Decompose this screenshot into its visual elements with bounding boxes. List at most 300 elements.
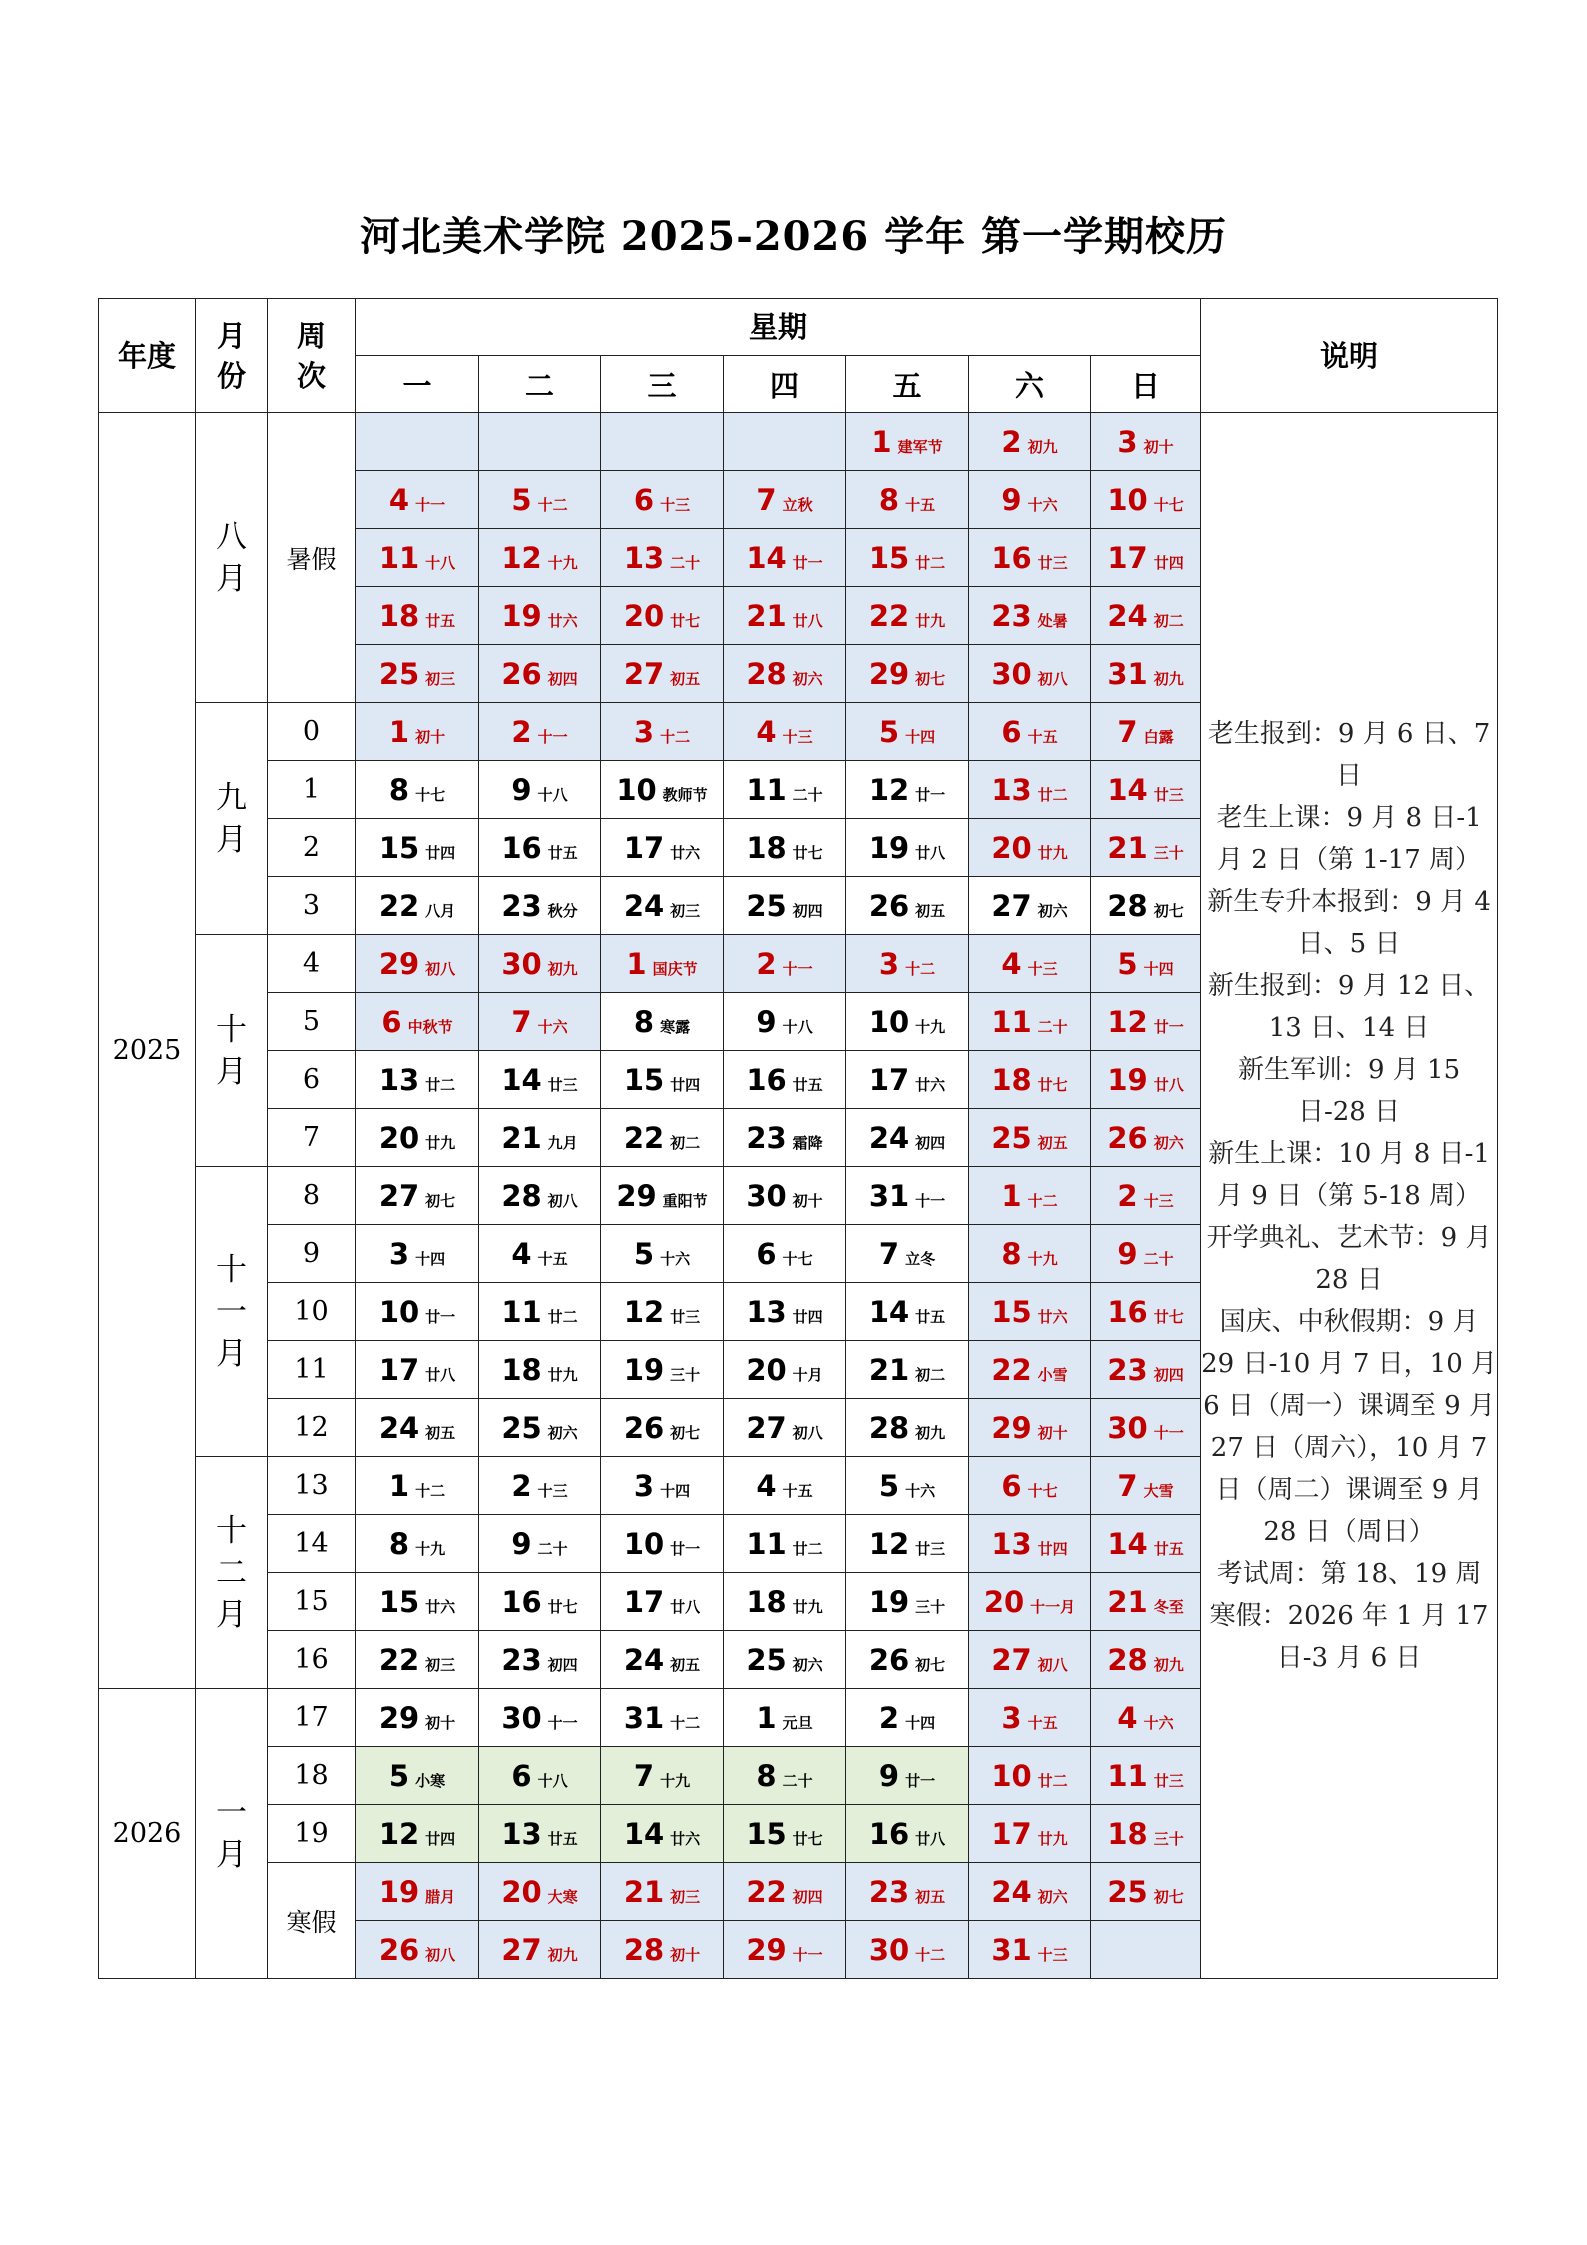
lunar-label: 十七 bbox=[1027, 1481, 1058, 1500]
day-cell bbox=[601, 1283, 724, 1341]
day-number: 22 bbox=[991, 1352, 1032, 1387]
day-number: 14 bbox=[623, 1816, 665, 1851]
lunar-label: 廿三 bbox=[1037, 553, 1068, 572]
winter-vacation-text: 寒假 bbox=[286, 1907, 337, 1937]
lunar-label: 廿八 bbox=[915, 1829, 946, 1848]
lunar-label: 廿七 bbox=[792, 843, 823, 862]
day-number: 19 bbox=[623, 1352, 665, 1387]
day-number: 25 bbox=[746, 1642, 787, 1677]
notes-panel bbox=[1201, 413, 1498, 1979]
week-number: 5 bbox=[268, 993, 356, 1051]
lunar-label: 初八 bbox=[792, 1423, 823, 1442]
header-month bbox=[196, 299, 268, 413]
day-cell bbox=[479, 1747, 601, 1805]
lunar-label: 初六 bbox=[792, 669, 823, 688]
day-cell bbox=[356, 645, 479, 703]
day-number: 27 bbox=[991, 888, 1032, 923]
day-cell bbox=[1091, 1631, 1201, 1689]
day-number: 15 bbox=[378, 830, 420, 865]
day-number: 29 bbox=[378, 946, 420, 981]
month-aug bbox=[196, 413, 268, 703]
day-cell bbox=[969, 1283, 1091, 1341]
lunar-label: 初八 bbox=[425, 1945, 456, 1964]
lunar-label: 二十 bbox=[1037, 1017, 1068, 1036]
day-number: 10 bbox=[623, 1526, 665, 1561]
lunar-label: 廿二 bbox=[425, 1075, 456, 1094]
day-number: 14 bbox=[501, 1062, 542, 1097]
lunar-label: 廿三 bbox=[1153, 785, 1184, 804]
day-cell bbox=[479, 471, 601, 529]
day-number: 10 bbox=[868, 1004, 910, 1039]
lunar-label: 初七 bbox=[425, 1191, 456, 1210]
day-cell bbox=[724, 1109, 846, 1167]
day-cell bbox=[846, 1805, 969, 1863]
day-number: 14 bbox=[1107, 772, 1148, 807]
month-sep bbox=[196, 703, 268, 935]
lunar-label: 十八 bbox=[537, 1771, 568, 1790]
day-number: 25 bbox=[501, 1410, 542, 1445]
winter-vacation-label bbox=[268, 1863, 356, 1979]
day-number: 22 bbox=[868, 598, 910, 633]
day-number: 7 bbox=[1117, 1468, 1138, 1503]
lunar-label: 廿二 bbox=[915, 553, 946, 572]
note-line: 老生报到：9 月 6 日、7 日 bbox=[1207, 718, 1491, 791]
note-line: 国庆、中秋假期：9 月 29 日-10 月 7 日，10 月 6 日（周一）课调至 9 月 27 日（周六），10 月 7 日（周二）课调至 9 月 28 日（周日） bbox=[1201, 1306, 1498, 1547]
day-cell bbox=[724, 935, 846, 993]
header-month-label: 月份 bbox=[216, 318, 246, 393]
day-number: 10 bbox=[616, 772, 657, 807]
day-number: 4 bbox=[756, 1468, 777, 1503]
day-cell bbox=[479, 1225, 601, 1283]
lunar-label: 十二 bbox=[1027, 1191, 1058, 1210]
day-cell bbox=[356, 1515, 479, 1573]
day-cell bbox=[479, 1167, 601, 1225]
day-number: 24 bbox=[868, 1120, 910, 1155]
day-number: 15 bbox=[378, 1584, 420, 1619]
day-cell bbox=[601, 819, 724, 877]
lunar-label: 十七 bbox=[782, 1249, 813, 1268]
day-cell bbox=[969, 471, 1091, 529]
lunar-label: 初十 bbox=[425, 1713, 456, 1732]
lunar-label: 十一 bbox=[792, 1945, 823, 1964]
day-number: 13 bbox=[746, 1294, 787, 1329]
lunar-label: 初三 bbox=[425, 1655, 456, 1674]
lunar-label: 初六 bbox=[1037, 901, 1068, 920]
day-number: 11 bbox=[746, 1526, 787, 1561]
day-number: 24 bbox=[623, 888, 665, 923]
month-aug-label: 八月 bbox=[215, 518, 247, 597]
day-cell bbox=[724, 1631, 846, 1689]
lunar-label: 廿九 bbox=[792, 1597, 823, 1616]
day-number: 2 bbox=[511, 1468, 532, 1503]
day-number: 19 bbox=[1107, 1062, 1148, 1097]
lunar-label: 十一 bbox=[915, 1191, 946, 1210]
lunar-label: 廿八 bbox=[1153, 1075, 1184, 1094]
lunar-label: 廿八 bbox=[915, 843, 946, 862]
day-number: 1 bbox=[871, 424, 892, 459]
lunar-label: 初九 bbox=[547, 959, 578, 978]
lunar-label: 初九 bbox=[1153, 1655, 1184, 1674]
lunar-label: 廿九 bbox=[915, 611, 946, 630]
lunar-label: 白露 bbox=[1143, 727, 1174, 746]
lunar-label: 十四 bbox=[415, 1249, 446, 1268]
lunar-label: 教师节 bbox=[662, 785, 708, 804]
lunar-label: 初八 bbox=[547, 1191, 578, 1210]
lunar-label: 廿四 bbox=[425, 1829, 456, 1848]
day-cell bbox=[969, 1457, 1091, 1515]
day-cell bbox=[969, 1747, 1091, 1805]
lunar-label: 三十 bbox=[1153, 843, 1184, 862]
week-number: 2 bbox=[268, 819, 356, 877]
day-cell bbox=[724, 1051, 846, 1109]
summer-vacation-label bbox=[268, 413, 356, 703]
month-sep-label: 九月 bbox=[215, 779, 247, 858]
lunar-label: 初四 bbox=[792, 901, 823, 920]
day-number: 23 bbox=[746, 1120, 787, 1155]
day-number: 18 bbox=[378, 598, 420, 633]
day-cell bbox=[724, 1225, 846, 1283]
day-cell bbox=[479, 1573, 601, 1631]
lunar-label: 廿四 bbox=[1037, 1539, 1068, 1558]
day-cell bbox=[356, 1631, 479, 1689]
day-number: 12 bbox=[868, 772, 910, 807]
lunar-label: 廿三 bbox=[1153, 1771, 1184, 1790]
day-cell bbox=[1091, 993, 1201, 1051]
day-cell bbox=[1091, 1341, 1201, 1399]
day-cell bbox=[846, 877, 969, 935]
day-cell bbox=[356, 819, 479, 877]
lunar-label: 十九 bbox=[915, 1017, 946, 1036]
day-cell bbox=[1091, 587, 1201, 645]
day-number: 30 bbox=[868, 1932, 910, 1967]
day-number: 23 bbox=[991, 598, 1032, 633]
day-cell bbox=[356, 1747, 479, 1805]
day-cell bbox=[969, 413, 1091, 471]
lunar-label: 九月 bbox=[547, 1133, 578, 1152]
day-cell bbox=[1091, 761, 1201, 819]
lunar-label: 三十 bbox=[670, 1365, 701, 1384]
day-cell bbox=[601, 935, 724, 993]
week-number: 0 bbox=[268, 703, 356, 761]
lunar-label: 初四 bbox=[547, 669, 578, 688]
day-number: 19 bbox=[501, 598, 542, 633]
day-number: 17 bbox=[991, 1816, 1032, 1851]
day-number: 6 bbox=[756, 1236, 777, 1271]
lunar-label: 廿六 bbox=[915, 1075, 946, 1094]
day-cell bbox=[969, 761, 1091, 819]
lunar-label: 十六 bbox=[905, 1481, 936, 1500]
day-cell bbox=[846, 1515, 969, 1573]
day-cell bbox=[969, 703, 1091, 761]
day-cell bbox=[1091, 877, 1201, 935]
day-cell bbox=[724, 1747, 846, 1805]
day-number: 7 bbox=[1117, 714, 1138, 749]
lunar-label: 十四 bbox=[1143, 959, 1174, 978]
day-number: 15 bbox=[868, 540, 910, 575]
day-cell bbox=[1091, 703, 1201, 761]
day-cell bbox=[846, 1283, 969, 1341]
lunar-label: 十九 bbox=[415, 1539, 446, 1558]
lunar-label: 廿一 bbox=[915, 785, 946, 804]
day-number: 21 bbox=[623, 1874, 665, 1909]
day-number: 8 bbox=[878, 482, 900, 517]
day-cell bbox=[1091, 1109, 1201, 1167]
day-number: 12 bbox=[378, 1816, 420, 1851]
day-cell bbox=[846, 1051, 969, 1109]
day-cell bbox=[601, 1109, 724, 1167]
day-number: 23 bbox=[1107, 1352, 1148, 1387]
day-cell bbox=[969, 1167, 1091, 1225]
day-cell bbox=[846, 993, 969, 1051]
day-cell bbox=[356, 1051, 479, 1109]
day-cell bbox=[1091, 1747, 1201, 1805]
week-number: 18 bbox=[268, 1747, 356, 1805]
lunar-label: 廿六 bbox=[670, 843, 701, 862]
day-cell bbox=[356, 877, 479, 935]
day-number: 7 bbox=[756, 482, 777, 517]
day-cell bbox=[724, 1399, 846, 1457]
lunar-label: 十二 bbox=[905, 959, 936, 978]
day-cell bbox=[479, 1283, 601, 1341]
day-number: 3 bbox=[633, 714, 655, 749]
day-cell bbox=[846, 529, 969, 587]
day-number: 4 bbox=[511, 1236, 532, 1271]
day-number: 23 bbox=[501, 888, 542, 923]
day-number: 28 bbox=[868, 1410, 910, 1445]
day-cell bbox=[846, 471, 969, 529]
lunar-label: 三十 bbox=[915, 1597, 946, 1616]
day-cell bbox=[1091, 645, 1201, 703]
lunar-label: 初七 bbox=[1153, 901, 1184, 920]
day-number: 3 bbox=[878, 946, 900, 981]
header-year: 年度 bbox=[99, 299, 196, 413]
day-cell bbox=[479, 703, 601, 761]
day-number: 5 bbox=[388, 1758, 410, 1793]
day-number: 1 bbox=[626, 946, 647, 981]
day-number: 17 bbox=[623, 830, 665, 865]
lunar-label: 廿九 bbox=[1037, 1829, 1068, 1848]
day-number: 17 bbox=[378, 1352, 420, 1387]
lunar-label: 十八 bbox=[782, 1017, 813, 1036]
day-cell bbox=[846, 935, 969, 993]
day-cell bbox=[601, 1341, 724, 1399]
day-number: 12 bbox=[623, 1294, 665, 1329]
day-cell bbox=[356, 761, 479, 819]
lunar-label: 寒露 bbox=[660, 1017, 691, 1036]
day-cell bbox=[356, 1109, 479, 1167]
lunar-label: 十四 bbox=[660, 1481, 691, 1500]
month-oct bbox=[196, 935, 268, 1167]
lunar-label: 十八 bbox=[425, 553, 456, 572]
header-weekday-group: 星期 bbox=[356, 299, 1201, 356]
day-number: 4 bbox=[1001, 946, 1022, 981]
week-number: 17 bbox=[268, 1689, 356, 1747]
lunar-label: 十五 bbox=[782, 1481, 813, 1500]
day-cell bbox=[724, 645, 846, 703]
lunar-label: 廿八 bbox=[670, 1597, 701, 1616]
lunar-label: 十月 bbox=[792, 1365, 823, 1384]
day-number: 1 bbox=[756, 1700, 777, 1735]
day-number: 24 bbox=[991, 1874, 1032, 1909]
note-line: 考试周：第 18、19 周 bbox=[1216, 1558, 1482, 1589]
day-cell bbox=[1091, 1051, 1201, 1109]
day-number: 28 bbox=[746, 656, 787, 691]
lunar-label: 初四 bbox=[915, 1133, 946, 1152]
day-cell bbox=[724, 1573, 846, 1631]
header-week bbox=[268, 299, 356, 413]
lunar-label: 二十 bbox=[537, 1539, 568, 1558]
lunar-label: 十五 bbox=[1027, 727, 1058, 746]
day-cell bbox=[479, 1341, 601, 1399]
month-dec bbox=[196, 1457, 268, 1689]
day-number: 1 bbox=[1001, 1178, 1022, 1213]
lunar-label: 十二 bbox=[915, 1945, 946, 1964]
lunar-label: 廿五 bbox=[425, 611, 456, 630]
week-number: 3 bbox=[268, 877, 356, 935]
week-number: 15 bbox=[268, 1573, 356, 1631]
week-number: 12 bbox=[268, 1399, 356, 1457]
day-cell bbox=[356, 587, 479, 645]
lunar-label: 十一 bbox=[782, 959, 813, 978]
lunar-label: 初二 bbox=[670, 1133, 701, 1152]
day-cell bbox=[969, 1573, 1091, 1631]
day-number: 16 bbox=[746, 1062, 787, 1097]
day-number: 2 bbox=[878, 1700, 900, 1735]
day-cell bbox=[1091, 819, 1201, 877]
lunar-label: 元旦 bbox=[782, 1713, 813, 1732]
day-cell bbox=[846, 819, 969, 877]
day-cell bbox=[969, 1921, 1091, 1979]
day-number: 27 bbox=[991, 1642, 1032, 1677]
day-number: 29 bbox=[616, 1178, 657, 1213]
lunar-label: 十二 bbox=[660, 727, 691, 746]
day-number: 25 bbox=[746, 888, 787, 923]
day-number: 6 bbox=[633, 482, 655, 517]
day-cell bbox=[724, 529, 846, 587]
day-number: 12 bbox=[1107, 1004, 1148, 1039]
day-cell bbox=[846, 413, 969, 471]
day-cell bbox=[724, 1921, 846, 1979]
header-week-label: 周次 bbox=[296, 318, 326, 393]
day-number: 25 bbox=[991, 1120, 1032, 1155]
summer-vacation-text: 暑假 bbox=[286, 544, 337, 574]
lunar-label: 十三 bbox=[660, 495, 691, 514]
day-cell bbox=[601, 993, 724, 1051]
day-number: 1 bbox=[388, 714, 410, 749]
day-number: 11 bbox=[746, 772, 787, 807]
day-number: 21 bbox=[868, 1352, 910, 1387]
day-number: 14 bbox=[746, 540, 787, 575]
day-number: 7 bbox=[511, 1004, 532, 1039]
day-cell bbox=[846, 645, 969, 703]
lunar-label: 廿二 bbox=[547, 1307, 578, 1326]
lunar-label: 十八 bbox=[537, 785, 568, 804]
lunar-label: 初五 bbox=[915, 1887, 946, 1906]
day-cell bbox=[969, 877, 1091, 935]
day-cell bbox=[724, 1341, 846, 1399]
lunar-label: 廿四 bbox=[425, 843, 456, 862]
day-cell bbox=[356, 1921, 479, 1979]
note-line: 新生上课：10 月 8 日-1 月 9 日（第 5-18 周） bbox=[1208, 1138, 1490, 1211]
day-number: 23 bbox=[501, 1642, 542, 1677]
month-dec-label: 十二月 bbox=[215, 1512, 247, 1633]
lunar-label: 廿三 bbox=[915, 1539, 946, 1558]
day-cell bbox=[601, 471, 724, 529]
day-number: 11 bbox=[501, 1294, 542, 1329]
day-number: 30 bbox=[991, 656, 1032, 691]
day-cell bbox=[724, 413, 846, 471]
weekday-fri: 五 bbox=[846, 356, 969, 413]
day-cell bbox=[601, 1225, 724, 1283]
day-number: 18 bbox=[746, 830, 787, 865]
day-cell bbox=[969, 819, 1091, 877]
lunar-label: 廿三 bbox=[547, 1075, 578, 1094]
day-cell bbox=[724, 819, 846, 877]
lunar-label: 廿一 bbox=[425, 1307, 456, 1326]
day-number: 15 bbox=[623, 1062, 665, 1097]
lunar-label: 廿五 bbox=[547, 843, 578, 862]
day-number: 29 bbox=[991, 1410, 1032, 1445]
day-number: 19 bbox=[868, 830, 910, 865]
week-number: 8 bbox=[268, 1167, 356, 1225]
day-number: 31 bbox=[991, 1932, 1032, 1967]
lunar-label: 初五 bbox=[670, 1655, 701, 1674]
day-number: 26 bbox=[501, 656, 542, 691]
day-cell bbox=[601, 1631, 724, 1689]
day-number: 9 bbox=[756, 1004, 777, 1039]
day-number: 10 bbox=[1107, 482, 1148, 517]
day-cell bbox=[356, 1457, 479, 1515]
lunar-label: 秋分 bbox=[547, 901, 578, 920]
lunar-label: 初四 bbox=[1153, 1365, 1184, 1384]
day-number: 7 bbox=[633, 1758, 655, 1793]
lunar-label: 建军节 bbox=[897, 437, 943, 456]
day-number: 1 bbox=[388, 1468, 410, 1503]
day-number: 24 bbox=[1107, 598, 1148, 633]
day-number: 18 bbox=[501, 1352, 542, 1387]
day-cell bbox=[724, 1805, 846, 1863]
lunar-label: 十三 bbox=[1143, 1191, 1174, 1210]
day-number: 26 bbox=[1107, 1120, 1148, 1155]
lunar-label: 二十 bbox=[670, 553, 701, 572]
day-cell bbox=[601, 1573, 724, 1631]
day-cell bbox=[1091, 471, 1201, 529]
day-number: 28 bbox=[501, 1178, 542, 1213]
lunar-label: 十一 bbox=[547, 1713, 578, 1732]
day-cell bbox=[846, 1631, 969, 1689]
day-number: 22 bbox=[378, 1642, 420, 1677]
day-number: 19 bbox=[378, 1874, 420, 1909]
day-number: 19 bbox=[868, 1584, 910, 1619]
day-number: 13 bbox=[991, 772, 1032, 807]
day-number: 20 bbox=[983, 1584, 1025, 1619]
day-cell bbox=[1091, 1167, 1201, 1225]
day-cell bbox=[356, 471, 479, 529]
day-cell bbox=[356, 529, 479, 587]
day-cell bbox=[479, 993, 601, 1051]
week-number: 16 bbox=[268, 1631, 356, 1689]
day-cell bbox=[356, 1283, 479, 1341]
lunar-label: 腊月 bbox=[425, 1887, 456, 1906]
lunar-label: 廿四 bbox=[792, 1307, 823, 1326]
lunar-label: 初六 bbox=[547, 1423, 578, 1442]
lunar-label: 十一 bbox=[415, 495, 446, 514]
day-number: 18 bbox=[991, 1062, 1032, 1097]
day-cell bbox=[846, 1863, 969, 1921]
day-cell bbox=[846, 1573, 969, 1631]
day-cell bbox=[724, 1167, 846, 1225]
day-number: 28 bbox=[623, 1932, 665, 1967]
